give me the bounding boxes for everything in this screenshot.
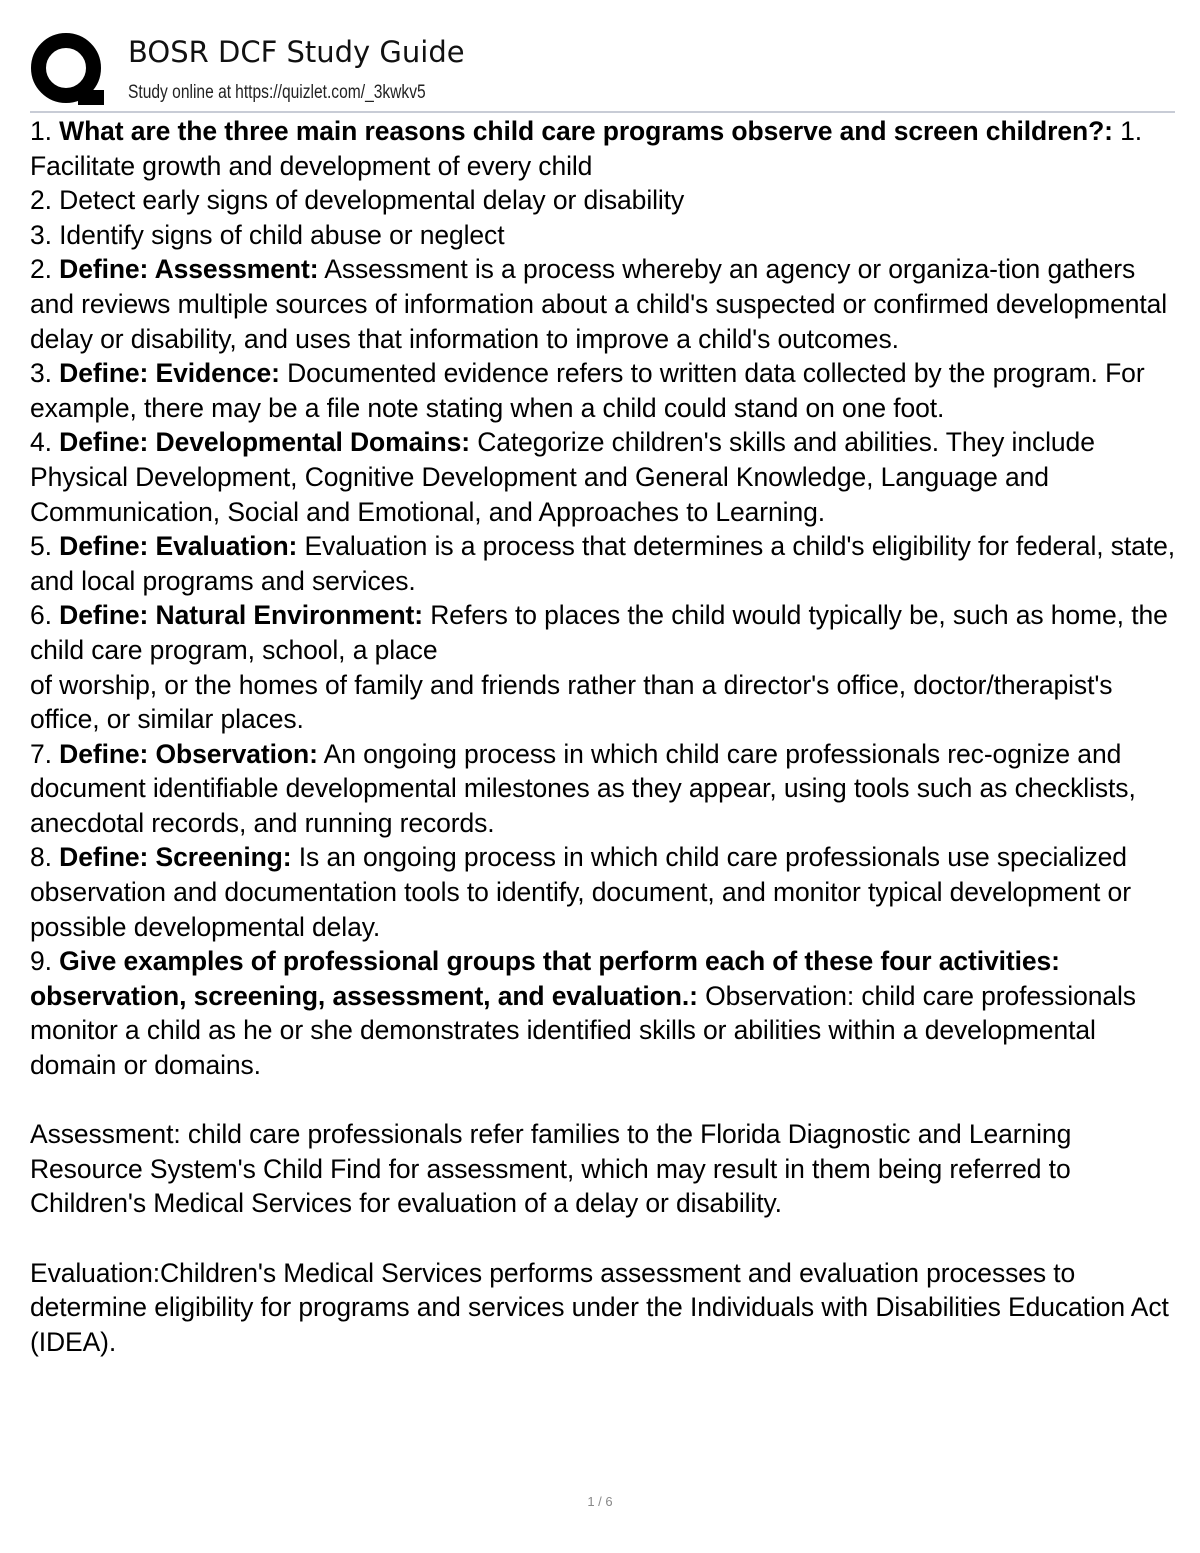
card-number: 9. <box>30 946 52 977</box>
card-term: Define: Evaluation: <box>59 531 298 562</box>
card-term: Define: Developmental Domains: <box>59 427 470 458</box>
card-definition: Observation: child care professionals monitor a child as he or she demonstrates identified skills or abilities within a developmental domain or domains. <box>30 980 1136 1081</box>
card-item <box>30 737 1180 841</box>
card-number: 6. <box>30 600 52 631</box>
card-definition-paragraph <box>30 1256 1180 1360</box>
card-item <box>30 840 1180 944</box>
page-header <box>30 28 1175 108</box>
card-term: What are the three main reasons child care programs observe and screen children?: <box>59 116 1113 146</box>
card-definition: 1. Facilitate growth and development of every child <box>30 116 1143 181</box>
header-divider <box>30 111 1175 113</box>
card-definition: 3. Identify signs of child abuse or neglect <box>30 219 505 250</box>
card-number: 3. <box>30 358 52 389</box>
card-term: Define: Observation: <box>59 738 318 769</box>
card-definition: Assessment: child care professionals refer families to the Florida Diagnostic and Learning Resource System's Child Find for assessment, which may result in them being referred to Children's Medical Services for evaluation of a delay or disability. <box>30 1119 1072 1219</box>
card-item <box>30 425 1180 529</box>
quizlet-q-logo-icon <box>30 32 106 108</box>
card-term: Define: Assessment: <box>59 254 319 285</box>
card-definition: Evaluation is a process that determines a child's eligibility for federal, state, and local programs and services. <box>30 531 1175 596</box>
card-definition-paragraph <box>30 668 1180 737</box>
card-definition: 2. Detect early signs of developmental delay or disability <box>30 185 685 216</box>
card-number: 4. <box>30 427 52 458</box>
card-number: 5. <box>30 531 52 562</box>
card-number: 8. <box>30 842 52 873</box>
card-item <box>30 598 1180 667</box>
study-online-link[interactable]: https://quizlet.com/_3kwkv5 <box>235 82 426 103</box>
card-number: 7. <box>30 738 52 769</box>
card-definition: Assessment is a process whereby an agency or organiza-tion gathers and reviews multiple sources of information about a child's suspected or confirmed developmental delay or disability, and uses that information to improve a child's outcomes. <box>30 254 1168 354</box>
card-number: 2. <box>30 254 52 285</box>
card-definition: Refers to places the child would typically be, such as home, the child care program, school, a place <box>30 600 1168 665</box>
card-term: Define: Screening: <box>59 842 292 873</box>
card-number: 1. <box>30 116 52 146</box>
card-definition: Documented evidence refers to written data collected by the program. For example, there may be a file note stating when a child could stand on one foot. <box>30 358 1145 423</box>
card-definition-paragraph <box>30 1117 1180 1221</box>
study-online-prefix: Study online at <box>128 82 232 103</box>
card-term: Define: Natural Environment: <box>59 600 423 631</box>
card-definition: Categorize children's skills and abilities. They include Physical Development, Cognitive Development and General Knowledge, Language and Communication, Social and Emotional, and Approaches to Learning. <box>30 427 1095 527</box>
card-definition: Evaluation:Children's Medical Services performs assessment and evaluation processes to determine eligibility for programs and services under the Individuals with Disabilities Education Act (IDEA). <box>30 1257 1169 1357</box>
card-item <box>30 529 1180 598</box>
blank-line <box>30 1083 1180 1118</box>
card-definition: Is an ongoing process in which child care professionals use specialized observation and documentation tools to identify, document, and monitor typical development or possible developmental delay. <box>30 842 1131 942</box>
blank-line <box>30 1221 1180 1256</box>
card-definition-paragraph <box>30 218 1180 253</box>
page-number: 1 / 6 <box>587 1494 613 1509</box>
card-definition-paragraph <box>30 183 1180 218</box>
card-definition: An ongoing process in which child care professionals rec-ognize and document identifiable developmental milestones as they appear, using tools such as checklists, anecdotal records, and running records. <box>30 738 1136 838</box>
card-item <box>30 356 1180 425</box>
card-term: Give examples of professional groups that perform each of these four activities: observation, screening, assessment, and evaluation.: <box>30 946 1060 1011</box>
card-term: Define: Evidence: <box>59 358 280 389</box>
card-item <box>30 252 1180 356</box>
study-online-line <box>128 81 426 105</box>
card-item <box>30 944 1180 1082</box>
card-item <box>30 114 1180 183</box>
document-title: BOSR DCF Study Guide <box>128 35 465 69</box>
card-list <box>30 114 1180 1359</box>
card-definition: of worship, or the homes of family and friends rather than a director's office, doctor/therapist's office, or similar places. <box>30 669 1113 735</box>
